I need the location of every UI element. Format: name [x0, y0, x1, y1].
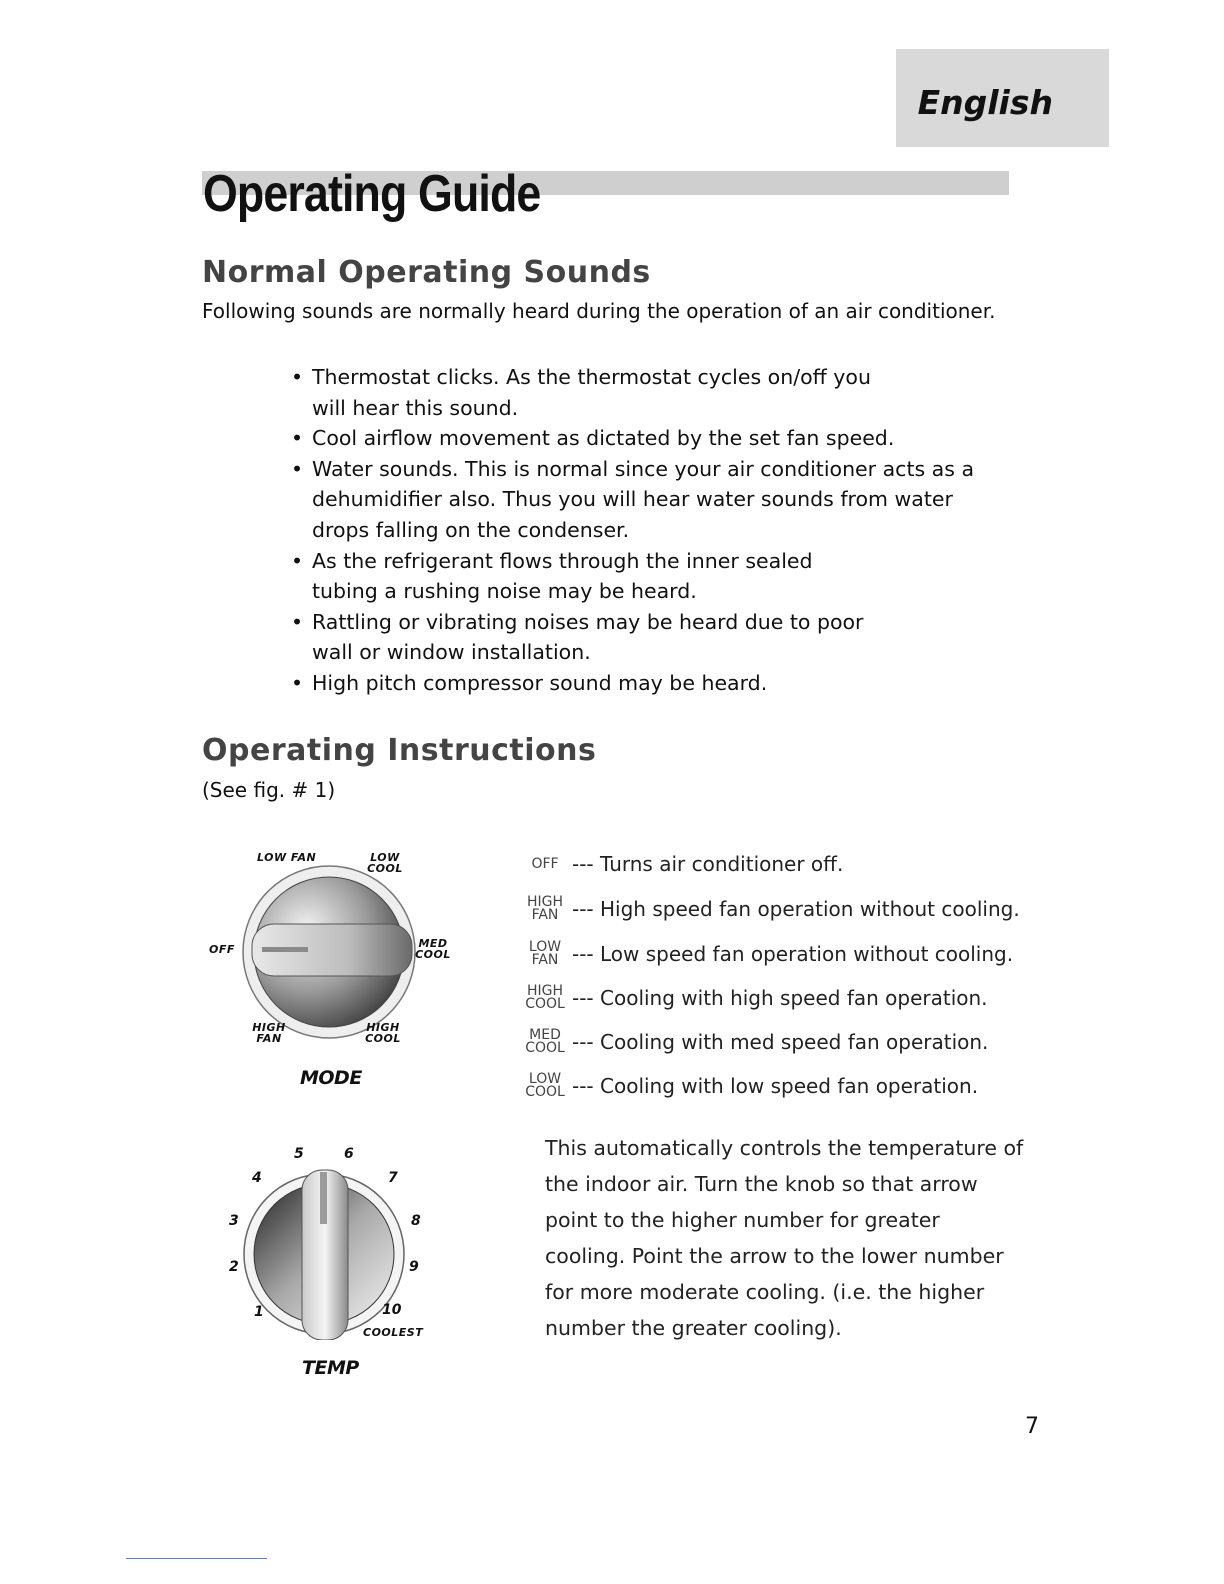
mode-description: --- Low speed fan operation without cooling. [572, 942, 1014, 966]
mode-knob-caption: MODE [300, 1067, 362, 1089]
instructions-heading: Operating Instructions [202, 733, 597, 768]
mode-description: --- Cooling with high speed fan operation. [572, 986, 988, 1010]
mode-symbol: MED COOL [525, 1027, 565, 1056]
temp-number-8: 8 [411, 1213, 421, 1229]
mode-row-high-cool [522, 976, 988, 1020]
list-item: • Cool airflow movement as dictated by the set fan speed. [291, 423, 991, 454]
mode-symbol: HIGH COOL [525, 983, 565, 1012]
page-title: Operating Guide [203, 165, 541, 223]
figure-reference: (See fig. # 1) [202, 778, 336, 802]
mode-high-cool-label: HIGH COOL [365, 1021, 401, 1045]
language-label: English [917, 83, 1053, 122]
sounds-list [291, 362, 991, 699]
temp-number-4: 4 [252, 1170, 262, 1186]
list-item: • High pitch compressor sound may be heard. [291, 668, 991, 699]
language-tab [896, 49, 1109, 147]
temp-number-1: 1 [254, 1304, 264, 1320]
mode-description: --- Cooling with med speed fan operation. [572, 1030, 989, 1054]
temp-number-2: 2 [229, 1259, 239, 1275]
mode-symbol: HIGH FAN [526, 894, 564, 923]
mode-description: --- Turns air conditioner off. [572, 852, 844, 876]
mode-high-fan-label: HIGH FAN [252, 1021, 286, 1045]
temp-number-9: 9 [409, 1259, 419, 1275]
mode-low-fan-label: LOW FAN [257, 851, 317, 864]
temp-number-3: 3 [229, 1213, 239, 1229]
temp-knob-caption: TEMP [302, 1357, 359, 1379]
mode-off-label: OFF [209, 943, 235, 956]
temp-number-10: 10 [382, 1302, 402, 1318]
mode-symbol: LOW COOL [525, 1071, 565, 1100]
mode-row-off [522, 842, 843, 886]
mode-low-cool-label: LOW COOL [367, 851, 403, 875]
mode-row-low-fan [522, 932, 1013, 976]
temp-coolest-label: COOLEST [363, 1326, 424, 1339]
mode-description: --- High speed fan operation without cooling. [572, 897, 1020, 921]
mode-symbol: LOW FAN [528, 939, 562, 968]
page-number: 7 [1025, 1414, 1039, 1439]
temp-number-5: 5 [294, 1146, 304, 1162]
mode-description: --- Cooling with low speed fan operation. [572, 1074, 979, 1098]
list-item: • Rattling or vibrating noises may be heard due to poor wall or window installation. [291, 607, 902, 668]
list-item: • Water sounds. This is normal since your air conditioner acts as a dehumidifier also. Thus you will hear water sounds from water drops falling on the condenser. [291, 454, 977, 546]
mode-row-low-cool [522, 1064, 978, 1108]
sounds-heading: Normal Operating Sounds [202, 255, 651, 290]
list-item: • As the refrigerant flows through the inner sealed tubing a rushing noise may be heard. [291, 546, 872, 607]
temp-description: This automatically controls the temperature of the indoor air. Turn the knob so that arrow point to the higher number for greater cooling. Point the arrow to the lower number for more moderate cooling. (i.e. the higher number the greater cooling). [545, 1136, 1024, 1340]
mode-med-cool-label: MED COOL [415, 937, 451, 961]
mode-row-med-cool [522, 1020, 988, 1064]
mode-row-high-fan [522, 887, 1020, 931]
temp-number-6: 6 [344, 1146, 354, 1162]
temp-number-7: 7 [388, 1170, 398, 1186]
list-item: • Thermostat clicks. As the thermostat cycles on/off you will hear this sound. [291, 362, 872, 423]
mode-symbol: OFF [531, 855, 559, 872]
footer-divider [126, 1558, 267, 1559]
sounds-intro: Following sounds are normally heard during the operation of an air conditioner. [202, 299, 996, 323]
